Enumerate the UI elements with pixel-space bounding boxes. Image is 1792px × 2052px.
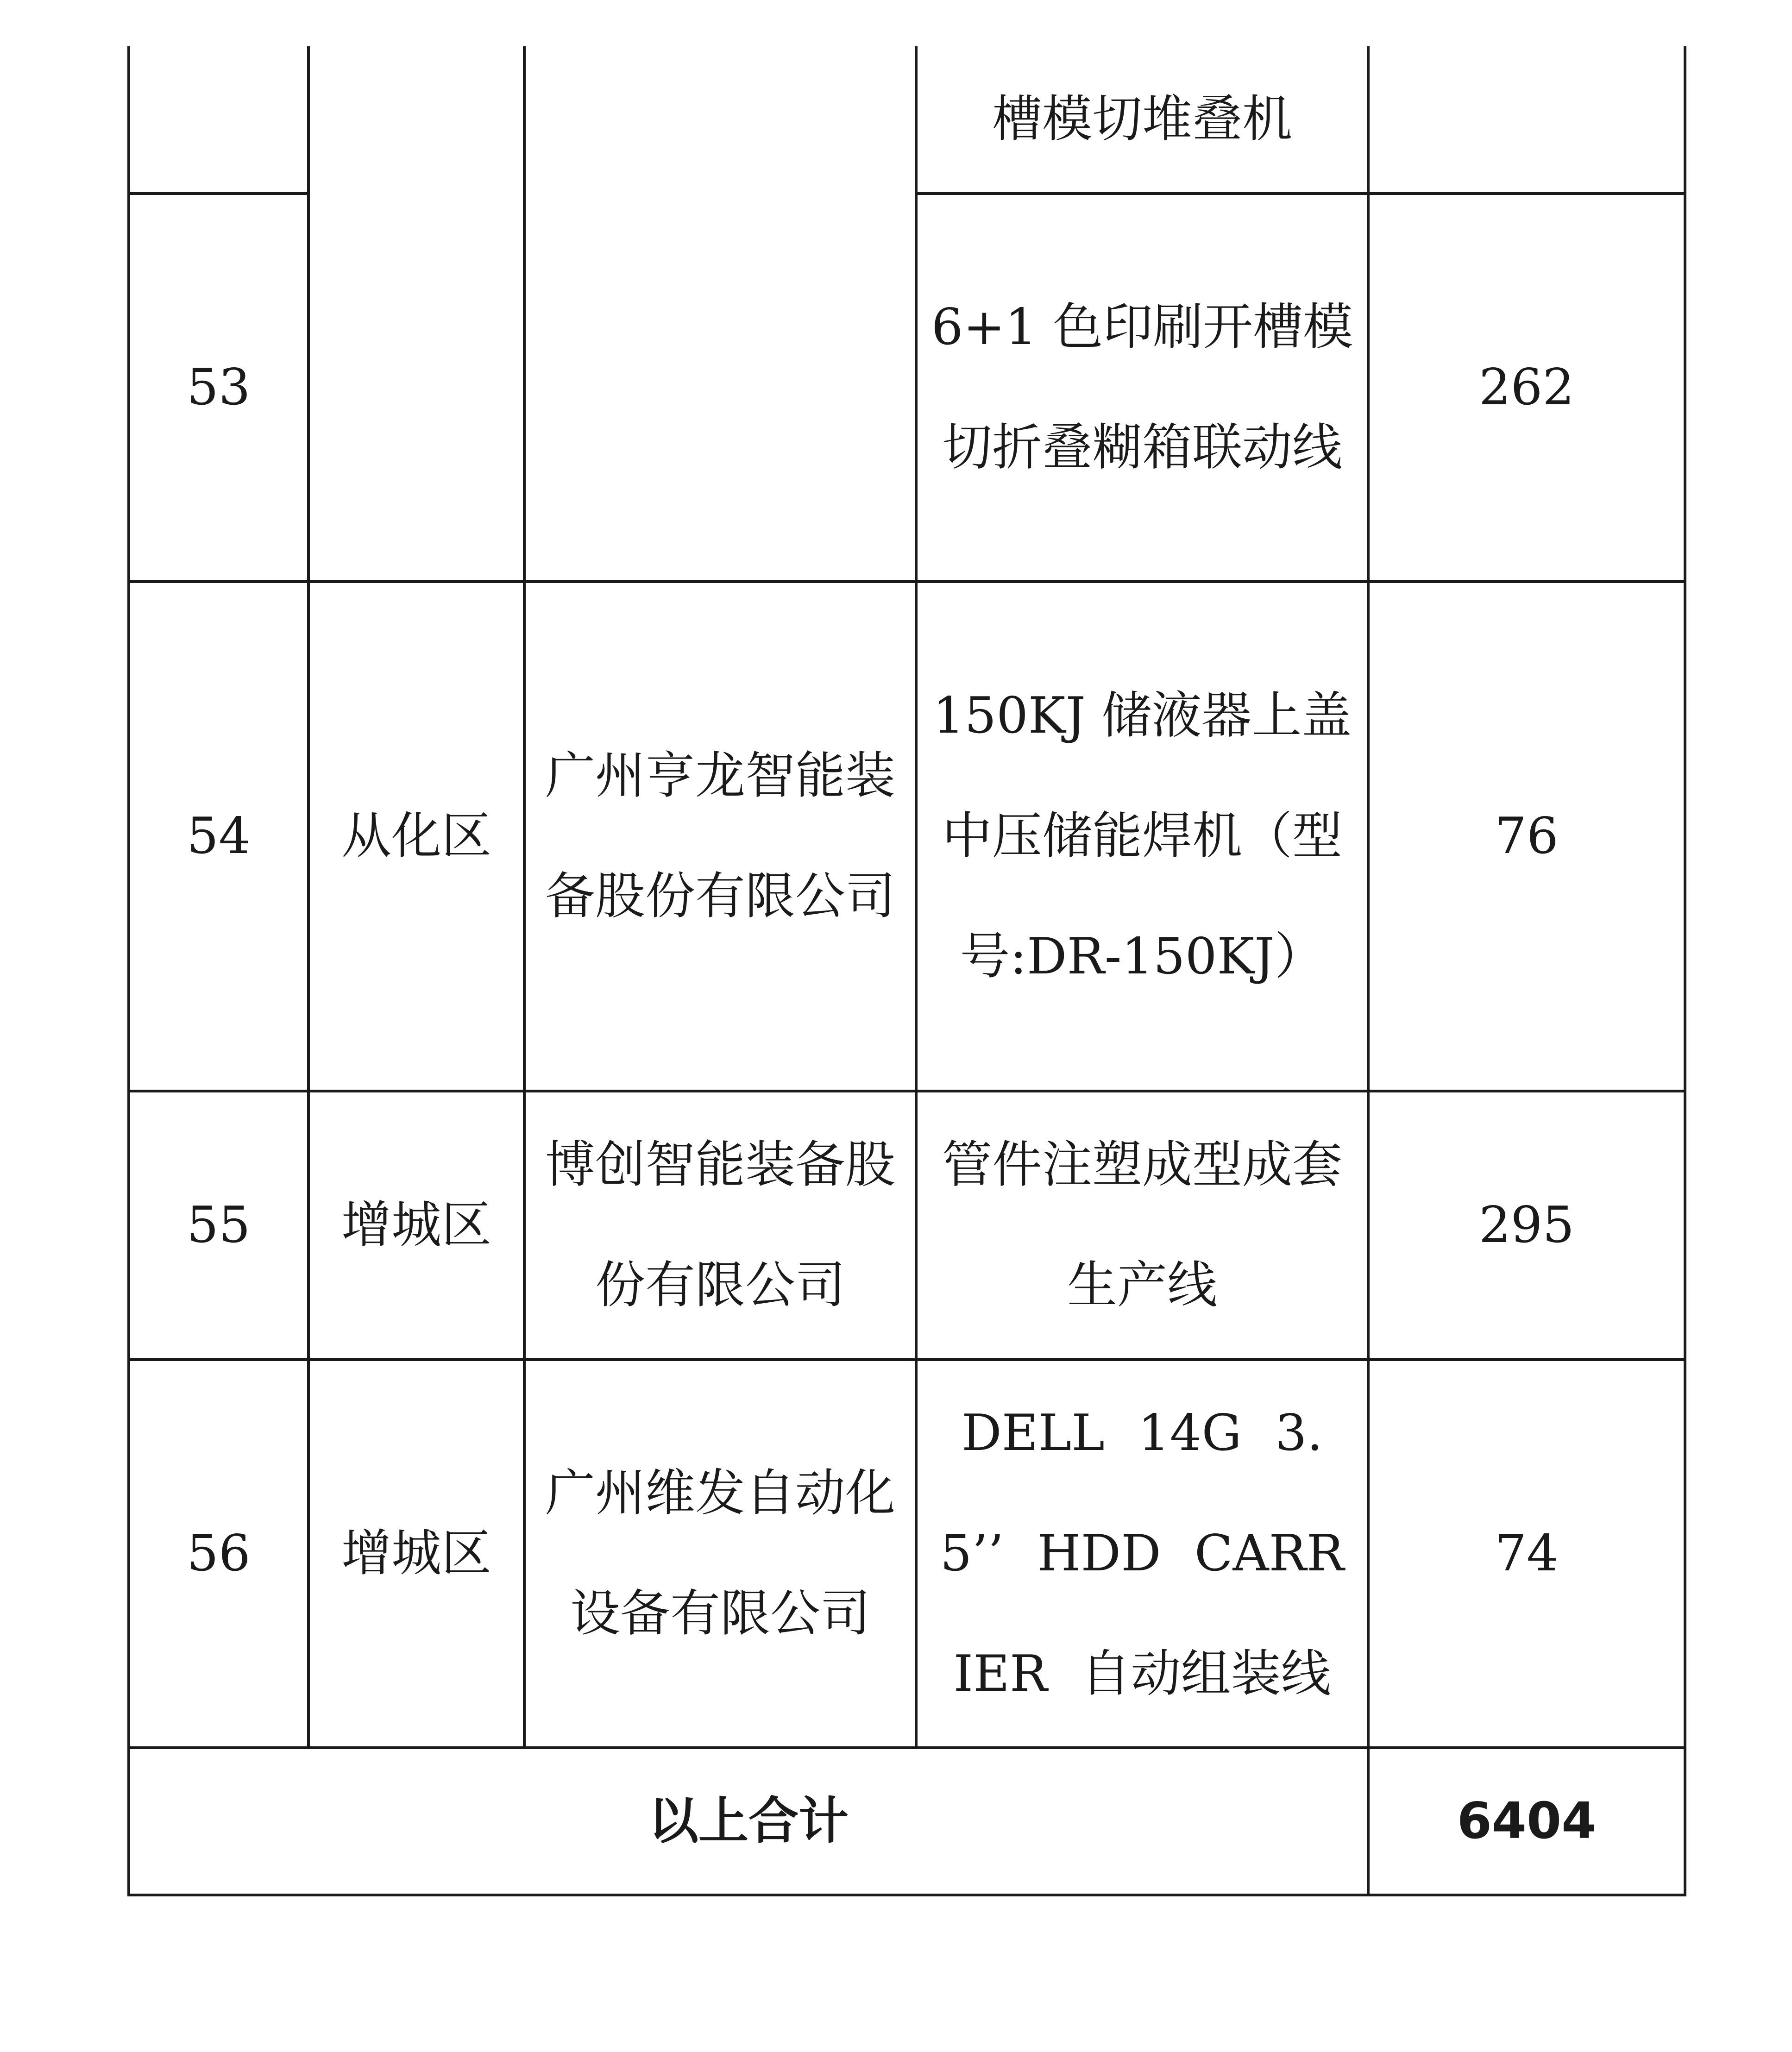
product-cell: 管件注塑成型成套生产线 — [916, 1091, 1368, 1360]
total-label: 以上合计 — [129, 1748, 1368, 1895]
company-cell — [524, 46, 916, 582]
table-row — [129, 46, 1685, 194]
row-number-cell: 53 — [129, 194, 308, 582]
district-cell: 增城区 — [308, 1360, 524, 1748]
product-cell: 槽模切堆叠机 — [916, 46, 1368, 194]
value-cell: 74 — [1368, 1360, 1685, 1748]
table-row — [129, 1360, 1685, 1748]
value-cell: 295 — [1368, 1091, 1685, 1360]
table-row — [129, 582, 1685, 1091]
row-number-cell: 54 — [129, 582, 308, 1091]
company-cell: 广州亨龙智能装备股份有限公司 — [524, 582, 916, 1091]
total-value: 6404 — [1368, 1748, 1685, 1895]
product-cell: 150KJ 储液器上盖中压储能焊机（型号:DR-150KJ） — [916, 582, 1368, 1091]
total-row — [129, 1748, 1685, 1895]
row-number-cell: 55 — [129, 1091, 308, 1360]
value-cell — [1368, 46, 1685, 194]
table-row — [129, 1091, 1685, 1360]
product-cell: DELL 14G 3.5’’ HDD CARRIER 自动组装线 — [916, 1360, 1368, 1748]
row-number-cell: 56 — [129, 1360, 308, 1748]
row-number-cell — [129, 46, 308, 194]
product-cell: 6+1 色印刷开槽模切折叠糊箱联动线 — [916, 194, 1368, 582]
company-cell: 广州维发自动化设备有限公司 — [524, 1360, 916, 1748]
district-cell — [308, 46, 524, 582]
company-cell: 博创智能装备股份有限公司 — [524, 1091, 916, 1360]
value-cell: 76 — [1368, 582, 1685, 1091]
district-cell: 从化区 — [308, 582, 524, 1091]
data-table — [127, 46, 1686, 1896]
value-cell: 262 — [1368, 194, 1685, 582]
district-cell: 增城区 — [308, 1091, 524, 1360]
